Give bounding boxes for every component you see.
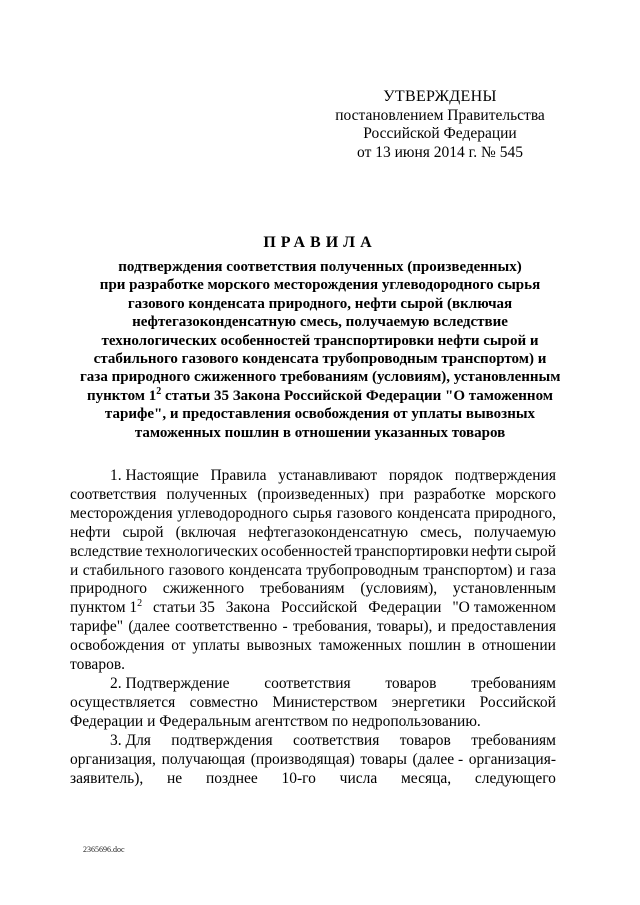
text-line: [70, 770, 556, 789]
word: природного: [70, 580, 148, 598]
word: вследствие: [70, 542, 143, 560]
word: углеводородного: [177, 504, 289, 522]
word: 10-го: [281, 769, 316, 787]
text-line: [70, 562, 556, 581]
word: статьи 35: [153, 599, 215, 617]
word: технологических: [145, 542, 259, 560]
word: месторождения: [70, 504, 173, 522]
word: Закона: [225, 599, 271, 617]
word: трубопроводным: [306, 561, 419, 579]
word: требования,: [292, 618, 372, 636]
approval-block: [330, 88, 550, 162]
subtitle-line: нефтегазоконденсатную смесь, получаемую вследствие: [132, 314, 508, 331]
text-line: [70, 713, 556, 732]
word: конденсата: [228, 561, 302, 579]
word: тарифе": [70, 618, 124, 636]
word: от: [171, 637, 186, 655]
word: газового: [168, 561, 225, 579]
word: устанавливают: [278, 467, 378, 484]
word: соответственно: [175, 618, 278, 636]
document-title: ПРАВИЛА: [263, 234, 377, 251]
text-line: [70, 675, 556, 694]
word: -: [282, 618, 288, 636]
word: смесь,: [420, 523, 462, 541]
text-line: [70, 732, 556, 751]
text-line: [70, 505, 556, 524]
word: организация,: [70, 750, 156, 768]
text-line: [70, 486, 556, 505]
word: подтверждения: [171, 731, 273, 749]
word: заявитель),: [70, 769, 144, 787]
subtitle-line: подтверждения соответствия полученных (произведенных): [118, 259, 522, 275]
word: разработке: [413, 485, 486, 503]
approval-line-1: постановлением Правительства: [335, 106, 545, 124]
approval-line-3: от 13 июня 2014 г. № 545: [357, 143, 523, 161]
word: соответствия: [70, 485, 157, 503]
word: требованиям: [259, 580, 345, 598]
superscript: 2: [156, 385, 162, 397]
word: товаров.: [70, 656, 126, 674]
word: нефти: [471, 542, 513, 560]
word: вывозных: [246, 637, 312, 655]
word: (производящая): [250, 750, 355, 768]
text-line: [70, 543, 556, 562]
word: установленным: [452, 580, 556, 598]
document-body: [70, 467, 556, 788]
word: Российской: [479, 693, 556, 711]
subtitle-line: стабильного газового конденсата трубопроводным транспортом) и: [93, 351, 547, 368]
word-part: пунктом 1: [70, 599, 138, 617]
subtitle-line: тарифе", и предоставления освобождения от уплаты вывозных: [104, 406, 536, 423]
word: (произведенных): [257, 485, 370, 503]
word: 3. Для: [110, 731, 151, 749]
word: организация-: [468, 750, 556, 768]
word: Министерством: [272, 693, 378, 711]
word: соответствия: [264, 674, 351, 692]
subtitle-text: пунктом 1: [86, 387, 157, 404]
word: транспортировки: [354, 542, 469, 560]
word: товары: [360, 750, 407, 768]
document-subtitle: [80, 258, 560, 442]
word: освобождения: [70, 637, 165, 655]
word: полученных: [166, 485, 248, 503]
word: газа: [529, 561, 556, 579]
word: Российской: [280, 599, 358, 617]
word: (условиям),: [360, 580, 438, 598]
word: отношении: [481, 637, 556, 655]
word: товары),: [376, 618, 433, 636]
approval-line-2: Российской Федерации: [363, 125, 517, 142]
word: сырья: [292, 504, 333, 522]
superscript: 2: [137, 598, 143, 610]
word: требованиям: [471, 731, 556, 749]
word: порядок: [388, 467, 443, 484]
text-line: [70, 467, 556, 486]
subtitle-line: газа природного сжиженного требованиям (условиям), установленным: [80, 369, 561, 386]
word: (далее -: [412, 750, 464, 768]
text-line: [70, 618, 556, 637]
word: при: [379, 485, 404, 503]
word: месяца,: [401, 769, 452, 787]
word: позднее: [205, 769, 258, 787]
text-line: [70, 580, 556, 599]
word: уплаты: [192, 637, 240, 655]
word: нефтегазоконденсатную: [248, 523, 409, 541]
word: сжиженного: [162, 580, 245, 598]
word: не: [167, 769, 183, 787]
subtitle-line: при разработке морского месторождения углеводородного сырья: [99, 277, 541, 294]
subtitle-text: статьи 35 Закона Российской Федерации "О таможенном: [161, 387, 554, 404]
word: сырой: [122, 523, 164, 541]
word: 1. Настоящие: [110, 467, 199, 484]
subtitle-line: газового конденсата природного, нефти сырой (включая: [127, 295, 513, 312]
word: числа: [339, 769, 378, 787]
text-line: [70, 751, 556, 770]
word: морского: [495, 485, 556, 503]
word: (включая: [175, 523, 237, 541]
word: соответствия: [292, 731, 380, 749]
word: получаемую: [473, 523, 556, 541]
word: нефти: [70, 523, 111, 541]
subtitle-line: [80, 387, 560, 405]
word: требованиям: [471, 674, 556, 692]
word: стабильного: [82, 561, 165, 579]
word: пошлин: [408, 637, 461, 655]
text-line: [70, 524, 556, 543]
word: товаров: [399, 731, 451, 749]
word: Правила: [210, 467, 267, 484]
text-line: [70, 599, 556, 618]
word: подтверждения: [454, 467, 556, 484]
word: (далее: [128, 618, 170, 636]
word: следующего: [474, 769, 556, 787]
word: конденсата: [397, 504, 471, 522]
word: таможенных: [318, 637, 402, 655]
word: предоставления: [451, 618, 556, 636]
word: газового: [336, 504, 393, 522]
word: [70, 599, 142, 618]
word: природного,: [475, 504, 556, 522]
subtitle-line: технологических особенностей транспортировки нефти сырой и: [101, 332, 539, 349]
word: и: [70, 561, 79, 579]
document-filename: 2365696.doc: [83, 845, 125, 854]
word: "О таможенном: [452, 599, 556, 617]
word: Федерации и Федеральным агентством по недропользованию.: [70, 712, 481, 730]
word: особенностей: [260, 542, 352, 560]
word: и: [437, 618, 446, 636]
word: товаров: [385, 674, 437, 692]
word: осуществляется: [70, 693, 176, 711]
word: энергетики: [391, 693, 466, 711]
word: 2. Подтверждение: [110, 674, 230, 692]
subtitle-line: таможенных пошлин в отношении указанных товаров: [134, 424, 506, 441]
word: сырой: [514, 542, 556, 560]
word: транспортом): [423, 561, 513, 579]
word: получающая: [161, 750, 246, 768]
text-line: [70, 656, 556, 675]
word: в: [467, 637, 476, 655]
word: совместно: [189, 693, 259, 711]
word: Федерации: [368, 599, 442, 617]
text-line: [70, 637, 556, 656]
word: и: [517, 561, 526, 579]
text-line: [70, 694, 556, 713]
approval-heading: УТВЕРЖДЕНЫ: [383, 88, 497, 105]
